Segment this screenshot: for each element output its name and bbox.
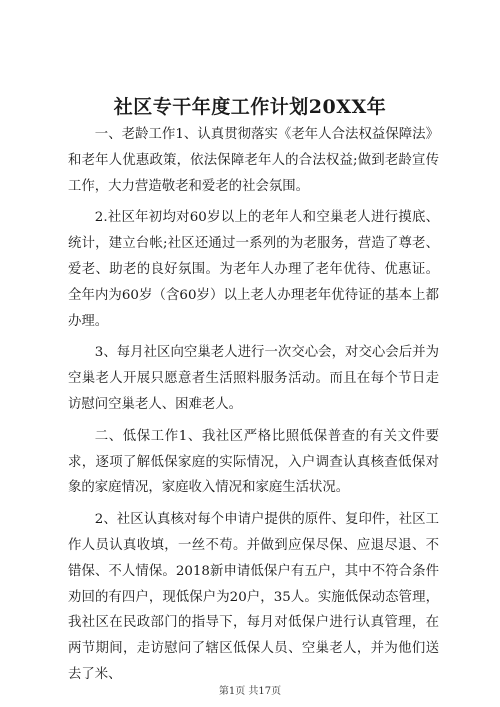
paragraph: 2.社区年初均对60岁以上的老年人和空巢老人进行摸底、统计，建立台帐;社区还通过一系列的为老服务，营造了尊老、爱老、助老的良好氛围。为老年人办理了老年优待、优惠证。全年内为60岁（含60岁）以上老人办理老年优待证的基本上都办理。 <box>68 210 439 329</box>
page-footer: 第1页 共17页 <box>218 686 282 697</box>
document-title: 社区专干年度工作计划20XX年 <box>113 96 387 118</box>
paragraph: 2、社区认真核对每个申请户提供的原件、复印件，社区工作人员认真收填，一丝不苟。并做到应保尽保、应退尽退、不错保、不人情保。2018新申请低保户有五户，其中不符合条件劝回的有四户，现低保户为20户，35人。实施低保动态管理，我社区在民政部门的指导下，每月对低保户进行认真管理，在两节期间，走访慰问了辖区低保人员、空巢老人，并为他们送去了米、 <box>68 512 439 682</box>
document-body <box>68 122 439 694</box>
paragraph: 二、低保工作1、我社区严格比照低保普查的有关文件要求，逐项了解低保家庭的实际情况，入户调查认真核查低保对象的家庭情况，家庭收入情况和家庭生活状况。 <box>68 428 439 496</box>
paragraph: 一、老龄工作1、认真贯彻落实《老年人合法权益保障法》和老年人优惠政策，依法保障老年人的合法权益;做到老龄宣传工作，大力营造敬老和爱老的社会氛围。 <box>68 127 439 194</box>
paragraph: 3、每月社区向空巢老人进行一次交心会，对交心会后并为空巢老人开展只愿意者生活照料服务活动。而且在每个节日走访慰问空巢老人、困难老人。 <box>68 345 439 412</box>
